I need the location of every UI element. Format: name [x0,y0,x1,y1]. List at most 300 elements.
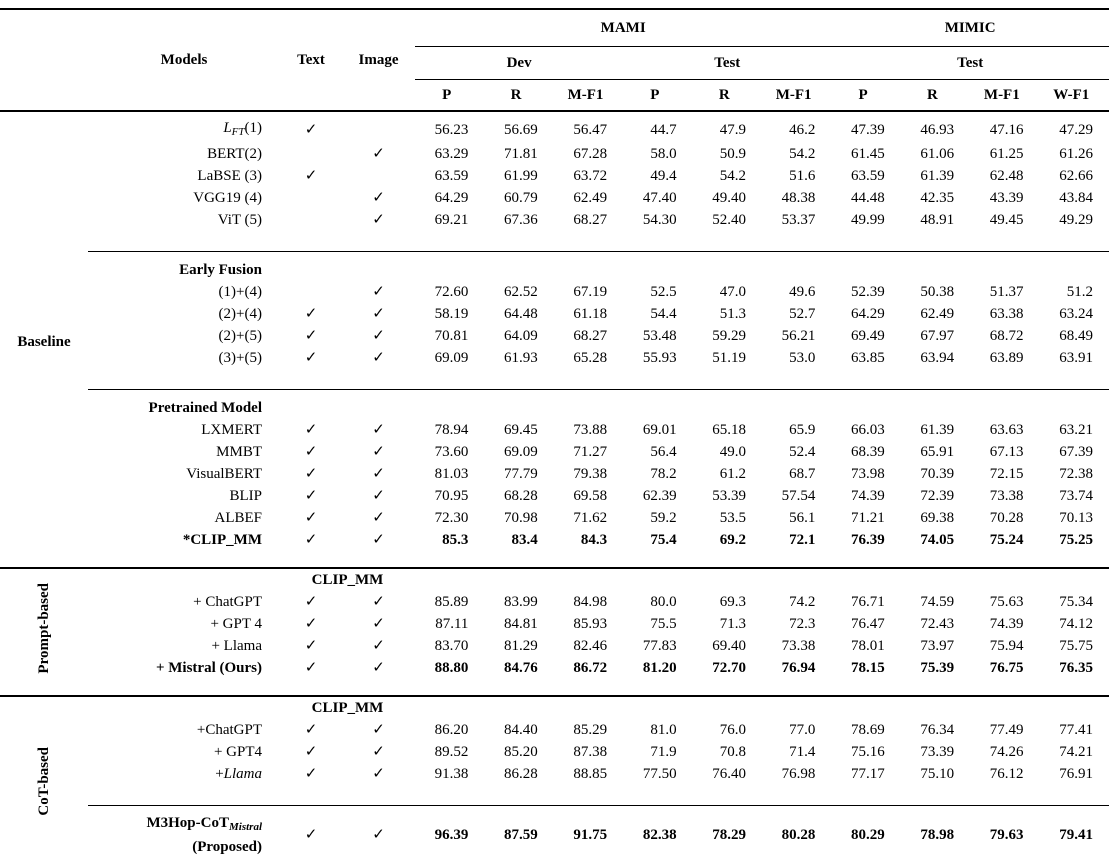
value-cell: 63.85 [850,350,885,366]
value-cell: 62.66 [1059,168,1093,184]
value-cell: 82.38 [623,806,692,867]
image-check-cell [342,441,415,463]
empty-cell [762,390,831,420]
value-cell: 51.6 [789,168,816,184]
model-row [0,441,1109,463]
text-check-cell [280,657,342,696]
value-cell: 69.09 [504,444,538,460]
model-row [0,719,1109,741]
image-check-cell [342,613,415,635]
value-cell: 43.84 [1059,190,1093,206]
checkmark-icon: ✓ [304,638,318,654]
empty-cell [970,252,1039,282]
text-check-cell [280,187,342,209]
model-name-cell [88,187,280,209]
value-cell: 76.34 [920,722,955,738]
model-name-part: Mistral [228,821,262,833]
image-check-cell [342,485,415,507]
value-cell: 70.95 [434,488,469,504]
empty-cell [831,252,900,282]
checkmark-icon: ✓ [304,444,318,460]
model-row [0,111,1109,143]
value-cell: 47.29 [1059,122,1093,138]
image-check-cell [342,325,415,347]
value-cell: 72.30 [434,510,469,526]
value-cell: 81.03 [434,466,469,482]
value-cell: 57.54 [781,488,816,504]
value-cell: 77.79 [504,466,538,482]
empty-cell [831,568,900,591]
value-cell: 62.48 [989,168,1024,184]
value-cell: 53.0 [789,350,816,366]
checkmark-icon: ✓ [304,827,318,843]
text-check-cell [280,719,342,741]
value-cell: 68.49 [1059,328,1093,344]
value-cell: 61.25 [989,146,1024,162]
value-cell: 71.4 [789,744,816,760]
value-cell: 64.09 [504,328,538,344]
checkmark-icon: ✓ [304,168,318,184]
value-cell: 67.19 [573,284,608,300]
value-cell: 51.19 [712,350,746,366]
value-cell: 69.49 [850,328,885,344]
value-cell: 72.43 [920,616,955,632]
value-cell: 77.41 [1059,722,1093,738]
value-cell: 71.81 [504,146,538,162]
checkmark-icon: ✓ [372,660,385,676]
value-cell: 67.97 [920,328,955,344]
model-row [0,806,1109,867]
model-row [0,507,1109,529]
model-name-cell [88,719,280,741]
value-cell: 88.85 [573,766,608,782]
model-name-part: (1)+(4) [218,284,262,300]
value-cell: 50.38 [920,284,955,300]
text-check-cell [280,463,342,485]
checkmark-icon: ✓ [304,722,318,738]
model-name-cell [88,806,280,867]
value-cell: 75.5 [650,616,677,632]
value-cell: 75.16 [850,744,885,760]
value-cell: 63.21 [1059,422,1093,438]
value-cell: 70.39 [920,466,955,482]
value-cell: 63.59 [434,168,469,184]
value-cell: 69.09 [434,350,469,366]
value-cell: 48.91 [920,212,955,228]
model-row [0,741,1109,763]
metric-header: P [831,80,900,112]
empty-cell [1040,568,1109,591]
value-cell: 63.91 [1059,350,1093,366]
model-name-cell [88,347,280,390]
value-cell: 44.48 [850,190,885,206]
value-cell: 81.20 [642,660,677,676]
empty-cell [623,568,692,591]
checkmark-icon: ✓ [372,146,385,162]
value-cell: 54.4 [650,306,677,322]
section-heading-row [0,568,1109,591]
model-name-part: Llama [223,766,262,782]
value-cell: 53.37 [781,212,816,228]
model-row [0,657,1109,696]
dataset-header-mimic: MIMIC [831,9,1109,47]
checkmark-icon: ✓ [304,350,318,366]
model-name-part: (2)+(4) [218,306,262,322]
value-cell: 64.29 [850,306,885,322]
metric-header: M-F1 [554,80,623,112]
image-check-cell [342,281,415,303]
value-cell: 86.28 [504,766,538,782]
checkmark-icon: ✓ [372,488,385,504]
checkmark-icon: ✓ [372,594,385,610]
empty-cell [342,390,415,420]
empty-cell [762,568,831,591]
image-check-cell [342,529,415,568]
value-cell: 59.29 [712,328,746,344]
text-check-cell [280,209,342,252]
value-cell: 67.39 [1059,444,1093,460]
value-cell: 88.80 [434,660,469,676]
model-name-part: +ChatGPT [196,722,262,738]
value-cell: 53.48 [642,328,677,344]
value-cell: 72.1 [789,532,816,548]
value-cell: 68.27 [573,328,608,344]
value-cell: 52.5 [650,284,677,300]
checkmark-icon: ✓ [372,766,385,782]
empty-cell [415,568,484,591]
value-cell: 44.7 [650,122,677,138]
value-cell: 89.52 [434,744,469,760]
value-cell: 63.63 [989,422,1024,438]
value-cell: 71.21 [850,510,885,526]
model-name-cell [88,741,280,763]
value-cell: 49.4 [650,168,677,184]
value-cell: 84.76 [504,660,538,676]
image-check-cell [342,507,415,529]
empty-cell [693,696,762,719]
value-cell: 79.41 [1040,806,1109,867]
metric-header: M-F1 [762,80,831,112]
empty-cell [1040,390,1109,420]
checkmark-icon: ✓ [304,660,318,676]
group-label-text: Prompt-based [36,583,52,674]
value-cell: 77.83 [642,638,677,654]
model-name-cell [88,143,280,165]
model-row [0,187,1109,209]
value-cell: 75.10 [920,766,955,782]
value-cell: 58.0 [650,146,677,162]
value-cell: 53.39 [712,488,746,504]
value-cell: 47.9 [719,122,746,138]
empty-cell [623,696,692,719]
model-name-part: VisualBERT [186,466,262,482]
value-cell: 63.59 [850,168,885,184]
value-cell: 85.89 [434,594,469,610]
model-row [0,763,1109,806]
text-check-cell [280,419,342,441]
model-name-part: + ChatGPT [193,594,262,610]
text-check-cell [280,441,342,463]
value-cell: 86.72 [573,660,608,676]
model-row [0,485,1109,507]
checkmark-icon: ✓ [372,744,385,760]
image-check-cell [342,806,415,867]
model-name-part: BERT(2) [207,146,262,162]
section-heading: CLIP_MM [280,568,415,591]
empty-cell [554,390,623,420]
model-row [0,463,1109,485]
value-cell: 71.27 [573,444,608,460]
value-cell: 72.15 [989,466,1024,482]
checkmark-icon: ✓ [372,212,385,228]
text-check-cell [280,763,342,806]
model-row [0,529,1109,568]
value-cell: 75.94 [989,638,1024,654]
value-cell: 76.91 [1059,766,1093,782]
image-check-cell [342,463,415,485]
value-cell: 78.2 [650,466,677,482]
value-cell: 65.28 [573,350,608,366]
value-cell: 56.69 [504,122,538,138]
model-name-line [88,813,262,837]
value-cell: 71.3 [719,616,746,632]
checkmark-icon: ✓ [372,190,385,206]
value-cell: 75.24 [989,532,1024,548]
model-name-part: L [223,120,232,136]
value-cell: 61.39 [920,422,955,438]
checkmark-icon: ✓ [304,616,318,632]
value-cell: 84.3 [580,532,608,548]
text-check-cell [280,143,342,165]
value-cell: 52.7 [789,306,816,322]
value-cell: 74.2 [789,594,816,610]
empty-cell [693,252,762,282]
empty-cell [970,696,1039,719]
value-cell: 78.01 [850,638,885,654]
value-cell: 68.39 [850,444,885,460]
model-name-part: + GPT 4 [210,616,262,632]
value-cell: 66.03 [850,422,885,438]
model-name-part: LXMERT [201,422,262,438]
value-cell: 64.29 [434,190,469,206]
empty-cell [901,696,970,719]
metric-header: R [484,80,553,112]
group-column-header [0,9,88,111]
value-cell: 81.0 [650,722,677,738]
value-cell: 76.75 [989,660,1024,676]
model-name-part: (1) [244,120,262,136]
empty-cell [415,252,484,282]
checkmark-icon: ✓ [304,122,318,138]
value-cell: 58.19 [434,306,469,322]
model-name-cell [88,419,280,441]
empty-cell [342,252,415,282]
empty-cell [88,696,280,719]
image-check-cell [342,165,415,187]
split-header-mimic-test: Test [831,47,1109,80]
empty-cell [88,568,280,591]
checkmark-icon: ✓ [304,328,318,344]
value-cell: 64.48 [504,306,538,322]
model-row [0,325,1109,347]
checkmark-icon: ✓ [372,466,385,482]
value-cell: 51.37 [989,284,1024,300]
value-cell: 69.40 [712,638,746,654]
metric-header: M-F1 [970,80,1039,112]
model-name-part: ViT (5) [217,212,262,228]
checkmark-icon: ✓ [372,638,385,654]
value-cell: 47.16 [989,122,1024,138]
empty-cell [415,390,484,420]
model-name-line [88,837,262,857]
value-cell: 62.49 [920,306,955,322]
value-cell: 72.60 [434,284,469,300]
text-check-cell [280,165,342,187]
value-cell: 84.81 [504,616,538,632]
checkmark-icon: ✓ [372,328,385,344]
value-cell: 49.45 [989,212,1024,228]
value-cell: 61.2 [719,466,746,482]
value-cell: 85.20 [504,744,538,760]
value-cell: 69.58 [573,488,608,504]
model-name-cell [88,209,280,252]
value-cell: 73.97 [920,638,955,654]
checkmark-icon: ✓ [304,594,318,610]
results-table [0,8,1109,867]
value-cell: 49.29 [1059,212,1093,228]
split-header-mami-dev: Dev [415,47,623,80]
value-cell: 76.94 [781,660,816,676]
value-cell: 69.2 [719,532,746,548]
section-heading: Early Fusion [88,252,280,282]
model-name-cell [88,165,280,187]
image-check-cell [342,763,415,806]
value-cell: 73.98 [850,466,885,482]
section-heading-row [0,696,1109,719]
value-cell: 54.2 [789,146,816,162]
text-check-cell [280,613,342,635]
image-check-cell [342,143,415,165]
value-cell: 61.39 [920,168,955,184]
value-cell: 62.49 [573,190,608,206]
models-column-header: Models [88,9,280,111]
text-column-header: Text [280,9,342,111]
image-check-cell [342,419,415,441]
value-cell: 52.4 [789,444,816,460]
value-cell: 46.93 [920,122,955,138]
value-cell: 74.39 [850,488,885,504]
value-cell: 70.28 [989,510,1024,526]
checkmark-icon: ✓ [304,306,318,322]
model-name-cell [88,281,280,303]
value-cell: 85.93 [573,616,608,632]
model-row [0,635,1109,657]
value-cell: 78.29 [693,806,762,867]
model-name-part: FT [231,126,245,138]
model-name-part: + Llama [211,638,262,654]
value-cell: 54.30 [642,212,677,228]
value-cell: 73.38 [989,488,1024,504]
value-cell: 76.39 [850,532,885,548]
value-cell: 77.17 [850,766,885,782]
value-cell: 83.4 [511,532,538,548]
model-name-part: *CLIP_MM [182,532,262,548]
value-cell: 68.27 [573,212,608,228]
checkmark-icon: ✓ [304,744,318,760]
value-cell: 69.3 [719,594,746,610]
value-cell: 69.21 [434,212,469,228]
value-cell: 83.99 [504,594,538,610]
metric-header: W-F1 [1040,80,1109,112]
model-name-cell [88,529,280,568]
model-name-part: M3Hop-CoT [146,815,229,831]
value-cell: 80.28 [762,806,831,867]
value-cell: 68.7 [789,466,816,482]
model-row [0,143,1109,165]
text-check-cell [280,281,342,303]
value-cell: 61.99 [504,168,538,184]
group-label-prompt-based [0,568,88,696]
group-prompt-based [0,568,1109,696]
value-cell: 71.9 [650,744,677,760]
checkmark-icon: ✓ [372,306,385,322]
image-check-cell [342,635,415,657]
empty-cell [623,252,692,282]
value-cell: 73.39 [920,744,955,760]
split-header-mami-test: Test [623,47,831,80]
image-check-cell [342,719,415,741]
empty-cell [623,390,692,420]
value-cell: 71.62 [573,510,608,526]
text-check-cell [280,325,342,347]
group-label-baseline [0,111,88,568]
model-name-cell [88,485,280,507]
model-name-cell [88,635,280,657]
model-name-part: (3)+(5) [218,350,262,366]
value-cell: 61.18 [573,306,608,322]
value-cell: 74.21 [1059,744,1093,760]
value-cell: 75.63 [989,594,1024,610]
dataset-header-mami: MAMI [415,9,831,47]
checkmark-icon: ✓ [372,827,385,843]
value-cell: 51.2 [1066,284,1093,300]
value-cell: 74.26 [989,744,1024,760]
value-cell: 78.15 [850,660,885,676]
checkmark-icon: ✓ [304,466,318,482]
value-cell: 67.13 [989,444,1024,460]
text-check-cell [280,591,342,613]
value-cell: 76.40 [712,766,746,782]
value-cell: 78.98 [901,806,970,867]
section-heading-row [0,252,1109,282]
empty-cell [901,390,970,420]
value-cell: 65.91 [920,444,955,460]
model-row [0,347,1109,390]
value-cell: 77.50 [642,766,677,782]
checkmark-icon: ✓ [372,350,385,366]
value-cell: 75.39 [920,660,955,676]
value-cell: 77.49 [989,722,1024,738]
text-check-cell [280,111,342,143]
value-cell: 73.88 [573,422,608,438]
model-row [0,303,1109,325]
table-header [0,9,1109,111]
checkmark-icon: ✓ [304,532,318,548]
empty-cell [901,252,970,282]
value-cell: 82.46 [573,638,608,654]
value-cell: 65.9 [789,422,816,438]
value-cell: 70.8 [719,744,746,760]
